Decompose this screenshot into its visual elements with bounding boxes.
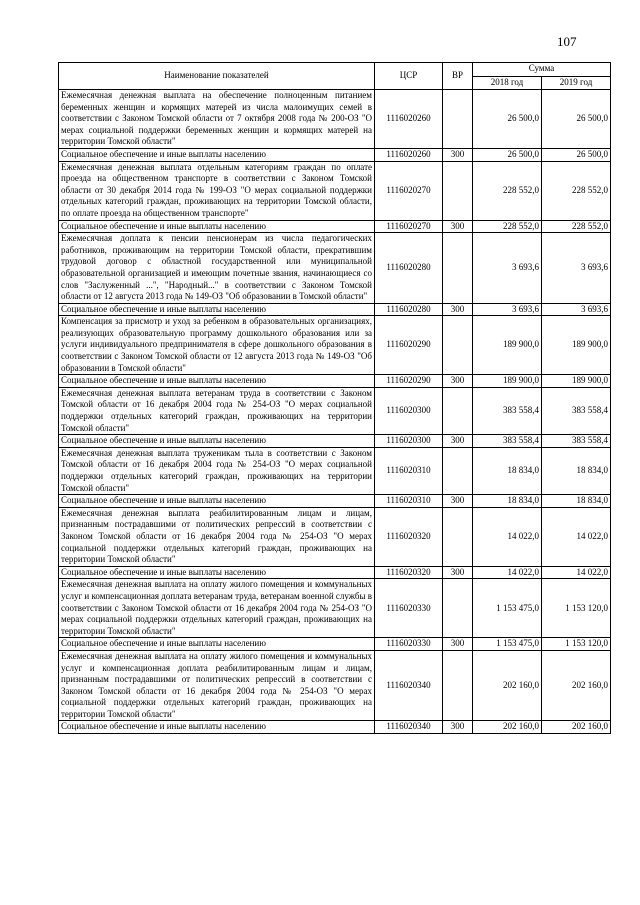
row-sum-2019: 26 500,0 (542, 90, 611, 149)
table-row (59, 507, 611, 566)
row-name: Компенсация за присмотр и уход за ребенком в образовательных организациях, реализующих образовательную программу дошкольного образования или за услуги индивидуального предпринимателя в сфере дошкольного образования в соответствии с Законом Томской области от 12 августа 2013 года № 149-ОЗ "Об образовании в Томской области" (59, 316, 375, 375)
row-vr: 300 (443, 220, 473, 233)
row-sum-2019: 14 022,0 (542, 566, 611, 579)
row-vr: 300 (443, 566, 473, 579)
row-csr: 1116020320 (375, 507, 443, 566)
row-name: Ежемесячная денежная выплата ветеранам труда в соответствии с Законом Томской области от 16 декабря 2004 года № 254-ОЗ "О мерах социальной поддержки отдельных категорий граждан, проживающих на территории Томской области" (59, 387, 375, 434)
row-sum-2018: 189 900,0 (473, 316, 542, 375)
table-row (59, 579, 611, 638)
row-csr: 1116020320 (375, 566, 443, 579)
row-name: Социальное обеспечение и иные выплаты населению (59, 721, 375, 734)
table-row-subtotal (59, 303, 611, 316)
row-name: Ежемесячная денежная выплата на оплату жилого помещения и коммунальных услуг и компенсационная доплата ветеранам труда, ветеранам военной службы в соответствии с Законом Томской области от 16 декабря 2004 года № 254-ОЗ "О мерах социальной поддержки отдельных категорий граждан, проживающих на территории Томской области" (59, 579, 375, 638)
row-name: Социальное обеспечение и иные выплаты населению (59, 220, 375, 233)
row-sum-2019: 3 693,6 (542, 233, 611, 304)
row-sum-2018: 383 558,4 (473, 387, 542, 434)
row-sum-2019: 202 160,0 (542, 650, 611, 721)
row-name: Социальное обеспечение и иные выплаты населению (59, 148, 375, 161)
row-vr (443, 507, 473, 566)
row-name: Ежемесячная денежная выплата реабилитированным лицам и лицам, признанным пострадавшими от политических репрессий в соответствии с Законом Томской области от 16 декабря 2004 года № 254-ОЗ "О мерах социальной поддержки отдельных категорий граждан, проживающих на территории Томской области" (59, 507, 375, 566)
row-name: Ежемесячная денежная выплата отдельным категориям граждан по оплате проезда на общественном транспорте в соответствии с Законом Томской области от 30 декабря 2014 года № 199-ОЗ "О мерах социальной поддержки отдельных категорий граждан, проживающих на территории Томской области, по оплате проезда на общественном транспорте" (59, 161, 375, 220)
row-vr (443, 579, 473, 638)
row-name: Социальное обеспечение и иные выплаты населению (59, 566, 375, 579)
row-sum-2018: 14 022,0 (473, 566, 542, 579)
header-sum: Сумма (473, 63, 611, 77)
row-sum-2018: 228 552,0 (473, 220, 542, 233)
budget-table (58, 62, 611, 734)
row-csr: 1116020330 (375, 579, 443, 638)
row-csr: 1116020310 (375, 447, 443, 494)
row-sum-2018: 383 558,4 (473, 435, 542, 448)
row-vr: 300 (443, 303, 473, 316)
row-sum-2018: 202 160,0 (473, 650, 542, 721)
row-sum-2019: 18 834,0 (542, 495, 611, 508)
row-vr (443, 90, 473, 149)
row-sum-2018: 3 693,6 (473, 233, 542, 304)
header-year-2018: 2018 год (473, 76, 542, 90)
row-name: Ежемесячная денежная выплата на оплату жилого помещения и коммунальных услуг и компенсационная доплата реабилитированным лицам и лицам, признанным пострадавшими от политических репрессий в соответствии с Законом Томской области от 16 декабря 2004 года № 254-ОЗ "О мерах социальной поддержки отдельных категорий граждан, проживающих на территории Томской области" (59, 650, 375, 721)
row-csr: 1116020280 (375, 303, 443, 316)
header-vr: ВР (443, 63, 473, 90)
row-csr: 1116020340 (375, 721, 443, 734)
row-name: Ежемесячная денежная выплата на обеспечение полноценным питанием беременных женщин и кормящих матерей из числа малоимущих семей в соответствии с Законом Томской области от 7 октября 2008 года № 200-ОЗ "О мерах социальной поддержки беременных женщин и кормящих матерей на территории Томской области" (59, 90, 375, 149)
row-sum-2019: 189 900,0 (542, 316, 611, 375)
header-csr: ЦСР (375, 63, 443, 90)
row-vr: 300 (443, 435, 473, 448)
row-sum-2019: 189 900,0 (542, 375, 611, 388)
row-csr: 1116020270 (375, 161, 443, 220)
table-row-subtotal (59, 220, 611, 233)
row-sum-2018: 228 552,0 (473, 161, 542, 220)
row-vr (443, 387, 473, 434)
row-sum-2019: 3 693,6 (542, 303, 611, 316)
row-vr: 300 (443, 638, 473, 651)
row-sum-2018: 189 900,0 (473, 375, 542, 388)
row-csr: 1116020340 (375, 650, 443, 721)
table-header (59, 63, 611, 90)
row-csr: 1116020260 (375, 90, 443, 149)
row-csr: 1116020300 (375, 435, 443, 448)
table-row-subtotal (59, 148, 611, 161)
row-csr: 1116020330 (375, 638, 443, 651)
row-sum-2019: 14 022,0 (542, 507, 611, 566)
header-year-2019: 2019 год (542, 76, 611, 90)
table-row (59, 316, 611, 375)
row-sum-2019: 228 552,0 (542, 161, 611, 220)
table-row-subtotal (59, 435, 611, 448)
row-csr: 1116020270 (375, 220, 443, 233)
header-name: Наименование показателей (59, 63, 375, 90)
table-row-subtotal (59, 721, 611, 734)
row-name: Социальное обеспечение и иные выплаты населению (59, 495, 375, 508)
row-sum-2019: 383 558,4 (542, 387, 611, 434)
table-row-subtotal (59, 638, 611, 651)
table-row (59, 161, 611, 220)
row-sum-2019: 228 552,0 (542, 220, 611, 233)
row-csr: 1116020290 (375, 316, 443, 375)
table-row-subtotal (59, 495, 611, 508)
row-csr: 1116020310 (375, 495, 443, 508)
row-sum-2018: 3 693,6 (473, 303, 542, 316)
table-body (59, 90, 611, 734)
row-csr: 1116020280 (375, 233, 443, 304)
row-sum-2019: 383 558,4 (542, 435, 611, 448)
row-vr (443, 650, 473, 721)
row-vr: 300 (443, 495, 473, 508)
page-number: 107 (557, 34, 577, 49)
row-vr (443, 316, 473, 375)
table-row (59, 90, 611, 149)
table-row (59, 650, 611, 721)
row-vr: 300 (443, 375, 473, 388)
row-vr: 300 (443, 148, 473, 161)
row-sum-2019: 1 153 120,0 (542, 579, 611, 638)
table-row-subtotal (59, 566, 611, 579)
table-row (59, 233, 611, 304)
row-name: Ежемесячная денежная выплата труженикам тыла в соответствии с Законом Томской области от 16 декабря 2004 года № 254-ОЗ "О мерах социальной поддержки отдельных категорий граждан, проживающих на территории Томской области" (59, 447, 375, 494)
row-sum-2019: 202 160,0 (542, 721, 611, 734)
row-name: Социальное обеспечение и иные выплаты населению (59, 303, 375, 316)
table-row (59, 387, 611, 434)
row-sum-2019: 1 153 120,0 (542, 638, 611, 651)
row-sum-2018: 202 160,0 (473, 721, 542, 734)
row-name: Социальное обеспечение и иные выплаты населению (59, 638, 375, 651)
row-sum-2018: 1 153 475,0 (473, 638, 542, 651)
row-sum-2018: 26 500,0 (473, 148, 542, 161)
row-vr (443, 447, 473, 494)
row-sum-2018: 18 834,0 (473, 447, 542, 494)
row-csr: 1116020260 (375, 148, 443, 161)
table-row (59, 447, 611, 494)
row-name: Ежемесячная доплата к пенсии пенсионерам из числа педагогических работников, проживающим на территории Томской области, прекратившим трудовой договор с областной государственной или муниципальной образовательной организацией и имеющим почетные звания, начинающиеся со слов "Заслуженный ...", "Народный..." в соответствии с Законом Томской области от 12 августа 2013 года № 149-ОЗ "Об образовании в Томской области" (59, 233, 375, 304)
row-sum-2018: 26 500,0 (473, 90, 542, 149)
row-vr (443, 233, 473, 304)
row-sum-2019: 26 500,0 (542, 148, 611, 161)
row-name: Социальное обеспечение и иные выплаты населению (59, 375, 375, 388)
row-vr: 300 (443, 721, 473, 734)
row-csr: 1116020290 (375, 375, 443, 388)
row-vr (443, 161, 473, 220)
table-row-subtotal (59, 375, 611, 388)
row-sum-2019: 18 834,0 (542, 447, 611, 494)
row-sum-2018: 1 153 475,0 (473, 579, 542, 638)
row-csr: 1116020300 (375, 387, 443, 434)
row-name: Социальное обеспечение и иные выплаты населению (59, 435, 375, 448)
row-sum-2018: 14 022,0 (473, 507, 542, 566)
row-sum-2018: 18 834,0 (473, 495, 542, 508)
